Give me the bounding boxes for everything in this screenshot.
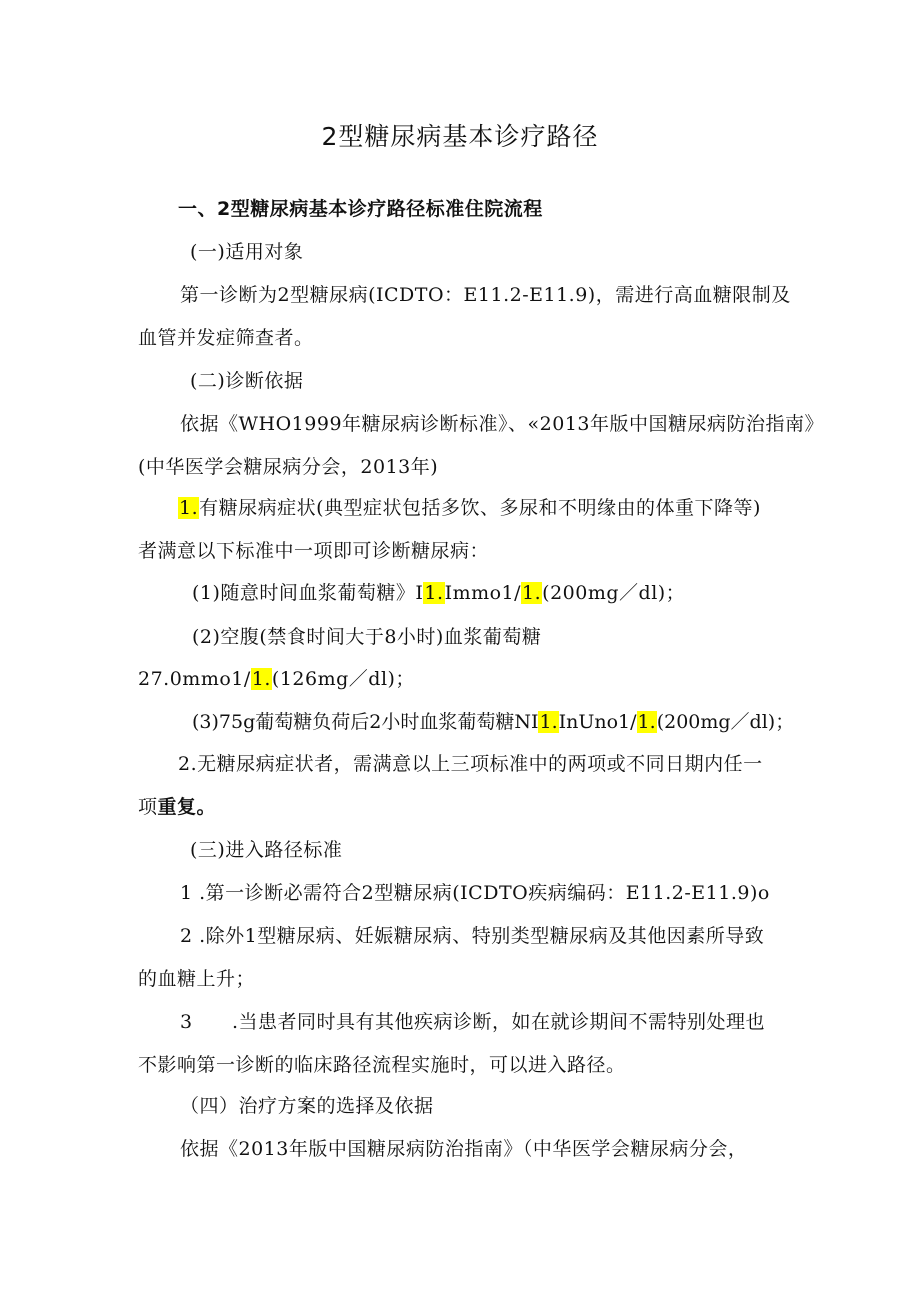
- list-item: 2 .除外1型糖尿病、妊娠糖尿病、特别类型糖尿病及其他因素所导致: [180, 925, 765, 947]
- paragraph-line: 第一诊断为2型糖尿病(ICDTO：E11.2-E11.9)，需进行高血糖限制及: [180, 284, 791, 306]
- paragraph-line: (中华医学会糖尿病分会，2013年): [138, 456, 439, 478]
- criterion-text: 27.0mmo1/: [138, 668, 251, 690]
- paragraph-line: [138, 795, 216, 819]
- highlight-mark: 1.: [251, 668, 271, 690]
- paragraph-text: 项: [138, 796, 158, 818]
- paragraph-line: 者满意以下标准中一项即可诊断糖尿病：: [138, 540, 490, 562]
- section-heading: 一、2型糖尿病基本诊疗路径标准住院流程: [178, 198, 543, 220]
- paragraph-line: 依据《WHO1999年糖尿病诊断标准》、«2013年版中国糖尿病防治指南》: [180, 413, 825, 435]
- subsection-heading-scope: (一)适用对象: [190, 241, 304, 263]
- list-item: 1 .第一诊断必需符合2型糖尿病(ICDTO疾病编码：E11.2-E11.9)o: [180, 882, 770, 904]
- document-title: 2型糖尿病基本诊疗路径: [321, 122, 599, 151]
- paragraph-line: 依据《2013年版中国糖尿病防治指南》（中华医学会糖尿病分会，: [180, 1138, 748, 1160]
- criterion-item: [192, 710, 794, 734]
- list-item-number: 3: [180, 1011, 193, 1033]
- highlight-mark: 1.: [424, 582, 444, 604]
- list-item-continuation: 的血糖上升；: [138, 968, 256, 990]
- highlight-mark: 1.: [637, 711, 656, 733]
- highlight-mark: 1.: [179, 497, 199, 519]
- criterion-text: (126mg／dl)；: [271, 668, 415, 690]
- criterion-text: 有糖尿病症状(典型症状包括多饮、多尿和不明缘由的体重下降等): [199, 497, 761, 519]
- criterion-text: (1)随意时间血浆葡萄糖》I: [192, 582, 424, 604]
- criterion-text: InUno1/: [558, 711, 637, 733]
- subsection-heading-diagnosis: (二)诊断依据: [190, 370, 304, 392]
- list-item: .当患者同时具有其他疾病诊断，如在就诊期间不需特别处理也: [232, 1011, 766, 1033]
- criterion-line: [178, 496, 761, 520]
- subsection-heading-entry: (三)进入路径标准: [190, 839, 343, 861]
- criterion-text: (200mg／dl)；: [542, 582, 686, 604]
- paragraph-line: 血管并发症筛查者。: [138, 327, 314, 349]
- criterion-text: Immo1/: [444, 582, 522, 604]
- criterion-item: [192, 581, 685, 605]
- paragraph-line: 2.无糖尿病症状者，需满意以上三项标准中的两项或不同日期内任一: [178, 753, 763, 775]
- criterion-item: (2)空腹(禁食时间大于8小时)血浆葡萄糖: [192, 626, 542, 648]
- list-item-continuation: 不影响第一诊断的临床路径流程实施时，可以进入路径。: [138, 1054, 626, 1076]
- highlight-mark: 1.: [539, 711, 558, 733]
- criterion-text: (3)75g葡萄糖负荷后2小时血浆葡萄糖NI: [192, 711, 539, 733]
- criterion-text: (200mg／dl)；: [656, 711, 795, 733]
- criterion-item-continuation: [138, 667, 415, 691]
- paragraph-text-bold: 重复。: [157, 796, 217, 818]
- highlight-mark: 1.: [522, 582, 542, 604]
- subsection-heading-treatment: （四）治疗方案的选择及依据: [180, 1095, 434, 1117]
